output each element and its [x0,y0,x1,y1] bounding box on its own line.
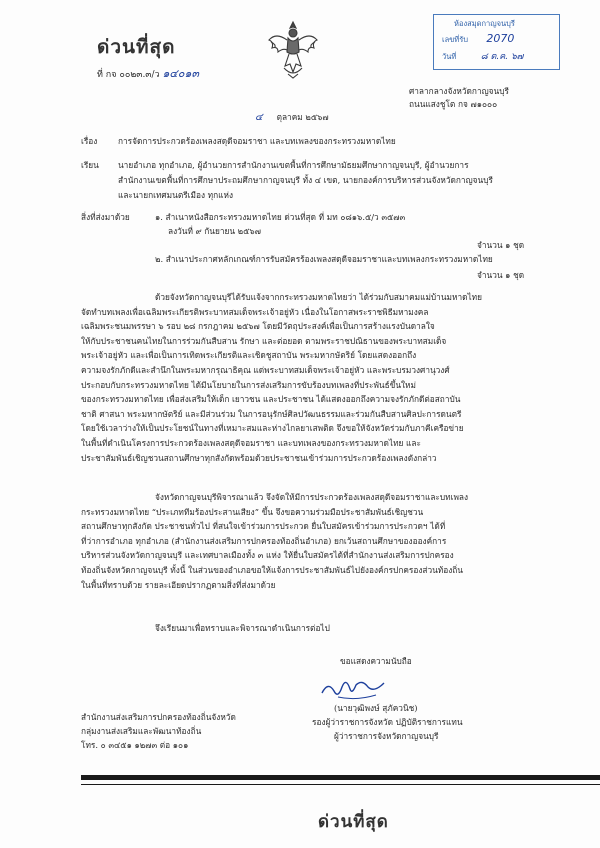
recipient-line: และนายกเทศมนตรีเมือง ทุกแห่ง [118,190,233,200]
handwritten-signature [318,675,388,703]
footer-division: กลุ่มงานส่งเสริมและพัฒนาท้องถิ่น [81,726,202,736]
enclosure-item: ๑. สำเนาหนังสือกระทรวงมหาดไทย ด่วนที่สุด ที่ มท ๐๘๑๖.๕/ว ๓๕๗๓ [155,212,406,222]
enclosure-qty: จำนวน ๑ ชุด [477,240,525,250]
subject-label: เรื่อง [81,136,98,146]
enclosure-qty: จำนวน ๑ ชุด [477,270,525,280]
signatory-title: ผู้ว่าราชการจังหวัดกาญจนบุรี [334,731,439,741]
body-line: ชาติ ศาสนา พระมหากษัตริย์ และมีส่วนร่วม ในการอนุรักษ์ศิลปวัฒนธรรมและร่วมกันสืบสานศิลปะการดนตรี [81,408,462,419]
subject-text: การจัดการประกวดร้องเพลงสดุดีจอมราชา และบทเพลงของกระทรวงมหาดไทย [118,136,396,146]
body-line: ให้กับประชาชนคนไทยในการร่วมกันสืบสาน รักษา และต่อยอด ตามพระราชปณิธานของพระบาทสมเด็จ [81,335,447,346]
body-line: ของกระทรวงมหาดไทย เพื่อส่งเสริมให้เด็ก เยาวชน และประชาชน ได้แสดงออกถึงความจงรักภักดีต่อสถาบัน [81,394,461,405]
body-line: เฉลิมพระชนมพรรษา ๖ รอบ ๒๘ กรกฎาคม ๒๕๖๗ โดยมีวัตถุประสงค์เพื่อเป็นการสร้างแรงบันดาลใจ [81,321,435,332]
urgency-label-bottom: ด่วนที่สุด [318,812,389,832]
body-line: ประกอบกับกระทรวงมหาดไทย ได้มีนโยบายในการส่งเสริมการขับร้องบทเพลงที่ประพันธ์ขึ้นใหม่ [81,379,416,390]
recipient-label: เรียน [81,160,99,170]
stamp-number-label: เลขที่รับ [442,35,469,44]
closing-line: จึงเรียนมาเพื่อทราบและพิจารณาดำเนินการต่อไป [155,623,330,633]
body-line: ที่ว่าการอำเภอ ทุกอำเภอ (สำนักงานส่งเสริมการปกครองท้องถิ่นอำเภอ) ยกเว้นสถานศึกษาของอองค์การ [81,535,447,546]
body-line: ท้องถิ่นจังหวัดกาญจนบุรี ทั้งนี้ ในส่วนของอำเภอขอให้แจ้งการประชาสัมพันธ์ไปยังองค์กรปกครองส่วนท้องถิ่น [81,565,463,575]
body-line: สถานศึกษาทุกสังกัด ประชาชนทั่วไป ที่สนใจเข้าร่วมการประกวด ยื่นใบสมัครเข้าร่วมการประกวดฯ ได้ที่ [81,521,446,532]
bottom-rule-thick [81,775,600,780]
recipient-line: นายอำเภอ ทุกอำเภอ, ผู้อำนวยการสำนักงานเขตพื้นที่การศึกษามัธยมศึกษากาญจนบุรี, ผู้อำนวยการ [118,160,469,170]
enclosure-date: ลงวันที่ ๙ กันยายน ๒๕๖๗ [168,226,261,236]
body-line: โดยใช้เวลาว่างให้เป็นประโยชน์ในทางที่เหมาะสมและห่างไกลยาเสพติด จึงขอให้จังหวัดร่วมกับภาคีเครือข่าย [81,423,464,434]
salutation: ขอแสดงความนับถือ [340,656,412,666]
signatory-title: รองผู้ว่าราชการจังหวัด ปฏิบัติราชการแทน [312,717,463,727]
garuda-emblem-icon [266,18,320,80]
footer-office: สำนักงานส่งเสริมการปกครองท้องถิ่นจังหวัด [81,712,236,722]
body-line: ในพื้นที่ดำเนินโครงการประกวดร้องเพลงสดุดีจอมราชา และบทเพลงของกระทรวงมหาดไทย และ [81,438,421,448]
enclosure-item: ๒. สำเนาประกาศหลักเกณฑ์การรับสมัครร้องเพลงสดุดีจอมราชาและบทเพลงกระทรวงมหาดไทย [155,254,493,264]
reference-number: ที่ กจ ๐๐๒๓.๓/ว ๑๔๐๑๓ [97,67,199,80]
urgency-label: ด่วนที่สุด [97,36,176,58]
org-address: ถนนแสงชูโต กจ ๗๑๐๐๐ [409,99,498,109]
body-line: จังหวัดกาญจนบุรีพิจารณาแล้ว จึงจัดให้มีการประกวดร้องเพลงสดุดีจอมราชาและบทเพลง [155,492,469,502]
stamp-date-label: วันที่ [442,52,457,61]
body-line: ประชาสัมพันธ์เชิญชวนสถานศึกษาทุกสังกัดพร้อมด้วยประชาชนเข้าร่วมการประกวดร้องเพลงดังกล่าว [81,452,437,463]
footer-phone: โทร. ๐ ๓๔๕๑ ๑๒๗๓ ต่อ ๑๐๑ [81,740,189,750]
signatory-name: (นายวุฒิพงษ์ สุภัควนิช) [334,703,418,713]
receiving-stamp [433,14,560,70]
stamp-title: ห้องสมุดกาญจนบุรี [454,19,515,28]
org-name: ศาลากลางจังหวัดกาญจนบุรี [409,86,509,96]
body-line: บริหารส่วนจังหวัดกาญจนบุรี และเทศบาลเมืองทั้ง ๓ แห่ง ให้ยื่นใบสมัครได้ที่สำนักงานส่งเสริมการปกครอง [81,550,454,561]
body-line: ในพื้นที่ทราบด้วย รายละเอียดปรากฏตามสิ่งที่ส่งมาด้วย [81,579,276,590]
document-date: ๔ ตุลาคม ๒๕๖๗ [255,112,329,123]
body-line: พระเจ้าอยู่หัว และเพื่อเป็นการเทิดพระเกียรติและเชิดชูสถาบัน พระมหากษัตริย์ โดยแสดงออกถึง [81,350,417,361]
body-line: ความจงรักภักดีและสำนึกในพระมหากรุณาธิคุณ แด่พระบาทสมเด็จพระเจ้าอยู่หัว และพระบรมวงศานุวงศ์ [81,365,450,375]
body-line: กระทรวงมหาดไทย “ประเภททีมร้องประสานเสียง” ขึ้น จึงขอความร่วมมือประชาสัมพันธ์เชิญชวน [81,506,424,517]
bottom-rule-thin [81,784,600,785]
body-line: จัดทำบทเพลงเพื่อเฉลิมพระเกียรติพระบาทสมเด็จพระเจ้าอยู่หัว เนื่องในโอกาสพระราชพิธีมหามงคล [81,306,429,317]
body-line: ด้วยจังหวัดกาญจนบุรีได้รับแจ้งจากกระทรวงมหาดไทยว่า ได้ร่วมกับสมาคมแม่บ้านมหาดไทย [155,292,482,302]
enclosures-label: สิ่งที่ส่งมาด้วย [81,212,130,222]
stamp-date-value: ๘ ต.ค. ๖๗ [480,52,524,62]
recipient-line: สำนักงานเขตพื้นที่การศึกษาประถมศึกษากาญจนบุรี ทั้ง ๔ เขต, นายกองค์การบริหารส่วนจังหวัดกาญจนบุรี [118,175,493,185]
stamp-number-value: 2070 [486,32,515,45]
